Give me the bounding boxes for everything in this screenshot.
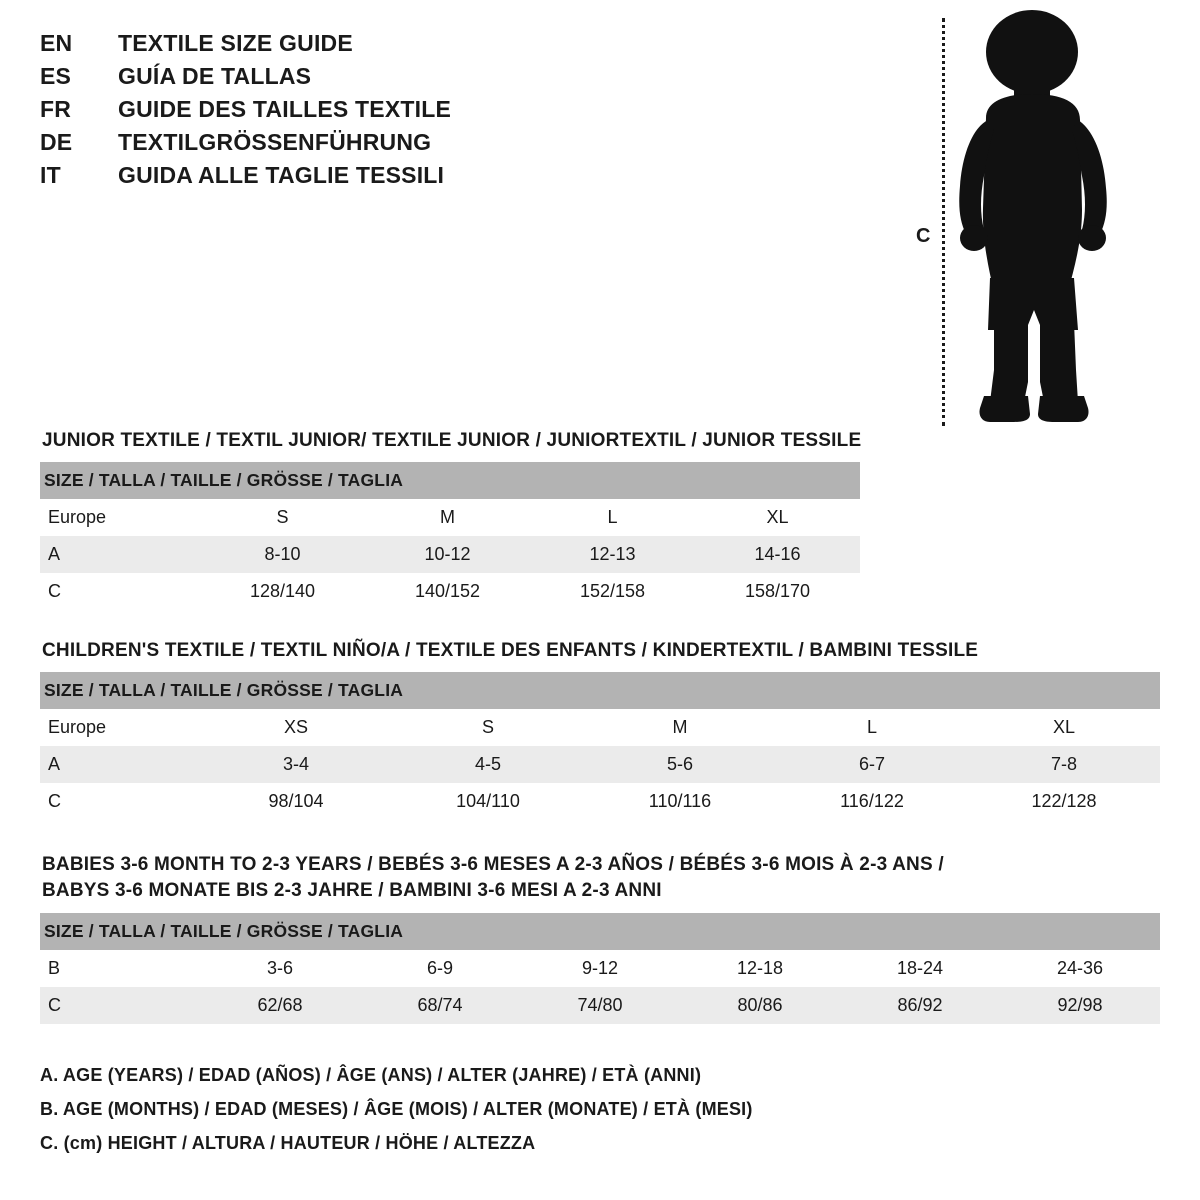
language-code: DE xyxy=(40,129,73,155)
language-title: GUIDA ALLE TAGLIE TESSILI xyxy=(118,162,445,188)
table-cell: L xyxy=(776,709,968,746)
table-cell: M xyxy=(365,499,530,536)
table-cell: 4-5 xyxy=(392,746,584,783)
table-cell: 74/80 xyxy=(520,987,680,1024)
row-label: A xyxy=(40,536,200,573)
babies-size-table xyxy=(40,913,1160,1024)
section-junior xyxy=(40,430,1160,610)
language-title: GUÍA DE TALLAS xyxy=(118,63,312,89)
junior-size-table xyxy=(40,462,860,610)
section-babies xyxy=(40,852,1160,1024)
table-cell: M xyxy=(584,709,776,746)
height-measure-label: C xyxy=(916,225,931,247)
children-size-table xyxy=(40,672,1160,820)
table-cell: 12-13 xyxy=(530,536,695,573)
language-row xyxy=(40,63,660,90)
table-cell: 24-36 xyxy=(1000,950,1160,987)
table-cell: S xyxy=(200,499,365,536)
table-cell: 5-6 xyxy=(584,746,776,783)
table-cell: 140/152 xyxy=(365,573,530,610)
table-band-row xyxy=(40,462,860,499)
table-cell: 98/104 xyxy=(200,783,392,820)
table-cell: 6-7 xyxy=(776,746,968,783)
table-band-row xyxy=(40,913,1160,950)
table-cell: 104/110 xyxy=(392,783,584,820)
table-cell: L xyxy=(530,499,695,536)
table-cell: 9-12 xyxy=(520,950,680,987)
table-cell: 92/98 xyxy=(1000,987,1160,1024)
row-label: C xyxy=(40,783,200,820)
table-row xyxy=(40,573,860,610)
table-band-row xyxy=(40,672,1160,709)
section-title-babies xyxy=(42,852,1160,903)
legend-block xyxy=(40,1065,1160,1167)
table-cell: S xyxy=(392,709,584,746)
language-row xyxy=(40,30,660,57)
language-code: FR xyxy=(40,96,72,122)
section-title-babies-line1: BABIES 3-6 MONTH TO 2-3 YEARS / BEBÉS 3-6 MESES A 2-3 AÑOS / BÉBÉS 3-6 MOIS À 2-3 ANS / xyxy=(42,854,944,875)
table-cell: 7-8 xyxy=(968,746,1160,783)
table-band-label: SIZE / TALLA / TAILLE / GRÖSSE / TAGLIA xyxy=(40,462,860,499)
language-row xyxy=(40,162,660,189)
table-cell: 158/170 xyxy=(695,573,860,610)
table-cell: 80/86 xyxy=(680,987,840,1024)
section-title-children: CHILDREN'S TEXTILE / TEXTIL NIÑO/A / TEXTILE DES ENFANTS / KINDERTEXTIL / BAMBINI TESSILE xyxy=(42,640,979,661)
legend-line-c: C. (cm) HEIGHT / ALTURA / HAUTEUR / HÖHE / ALTEZZA xyxy=(40,1133,536,1153)
legend-line-b: B. AGE (MONTHS) / EDAD (MESES) / ÂGE (MOIS) / ALTER (MONATE) / ETÀ (MESI) xyxy=(40,1099,753,1119)
table-cell: 62/68 xyxy=(200,987,360,1024)
language-title: GUIDE DES TAILLES TEXTILE xyxy=(118,96,451,122)
language-title-list xyxy=(40,30,660,195)
table-cell: 3-6 xyxy=(200,950,360,987)
row-label: A xyxy=(40,746,200,783)
row-label: Europe xyxy=(40,499,200,536)
table-cell: 68/74 xyxy=(360,987,520,1024)
language-row xyxy=(40,96,660,123)
language-row xyxy=(40,129,660,156)
table-row xyxy=(40,746,1160,783)
table-cell: 116/122 xyxy=(776,783,968,820)
table-cell: 122/128 xyxy=(968,783,1160,820)
child-silhouette-icon xyxy=(928,10,1128,430)
row-label: Europe xyxy=(40,709,200,746)
table-row xyxy=(40,987,1160,1024)
row-label: C xyxy=(40,987,200,1024)
language-title: TEXTILGRÖSSENFÜHRUNG xyxy=(118,129,432,155)
row-label: B xyxy=(40,950,200,987)
table-cell: 110/116 xyxy=(584,783,776,820)
table-row xyxy=(40,783,1160,820)
row-label: C xyxy=(40,573,200,610)
table-cell: 86/92 xyxy=(840,987,1000,1024)
section-title-junior: JUNIOR TEXTILE / TEXTIL JUNIOR/ TEXTILE JUNIOR / JUNIORTEXTIL / JUNIOR TESSILE xyxy=(42,430,862,451)
table-cell: 128/140 xyxy=(200,573,365,610)
table-row xyxy=(40,950,1160,987)
section-children xyxy=(40,640,1160,820)
language-code: ES xyxy=(40,63,72,89)
table-band-label: SIZE / TALLA / TAILLE / GRÖSSE / TAGLIA xyxy=(40,672,1160,709)
table-cell: 18-24 xyxy=(840,950,1000,987)
table-row xyxy=(40,499,860,536)
language-code: EN xyxy=(40,30,73,56)
language-title: TEXTILE SIZE GUIDE xyxy=(118,30,353,56)
table-cell: 3-4 xyxy=(200,746,392,783)
table-cell: 10-12 xyxy=(365,536,530,573)
table-row xyxy=(40,709,1160,746)
table-cell: 12-18 xyxy=(680,950,840,987)
table-cell: 8-10 xyxy=(200,536,365,573)
table-row xyxy=(40,536,860,573)
table-cell: XL xyxy=(695,499,860,536)
section-title-babies-line2: BABYS 3-6 MONATE BIS 2-3 JAHRE / BAMBINI 3-6 MESI A 2-3 ANNI xyxy=(42,879,662,901)
table-cell: 14-16 xyxy=(695,536,860,573)
table-band-label: SIZE / TALLA / TAILLE / GRÖSSE / TAGLIA xyxy=(40,913,1160,950)
height-measure-figure xyxy=(880,10,1160,430)
table-cell: 6-9 xyxy=(360,950,520,987)
legend-line-a: A. AGE (YEARS) / EDAD (AÑOS) / ÂGE (ANS) / ALTER (JAHRE) / ETÀ (ANNI) xyxy=(40,1065,702,1085)
table-cell: XS xyxy=(200,709,392,746)
table-cell: XL xyxy=(968,709,1160,746)
table-cell: 152/158 xyxy=(530,573,695,610)
language-code: IT xyxy=(40,162,61,188)
